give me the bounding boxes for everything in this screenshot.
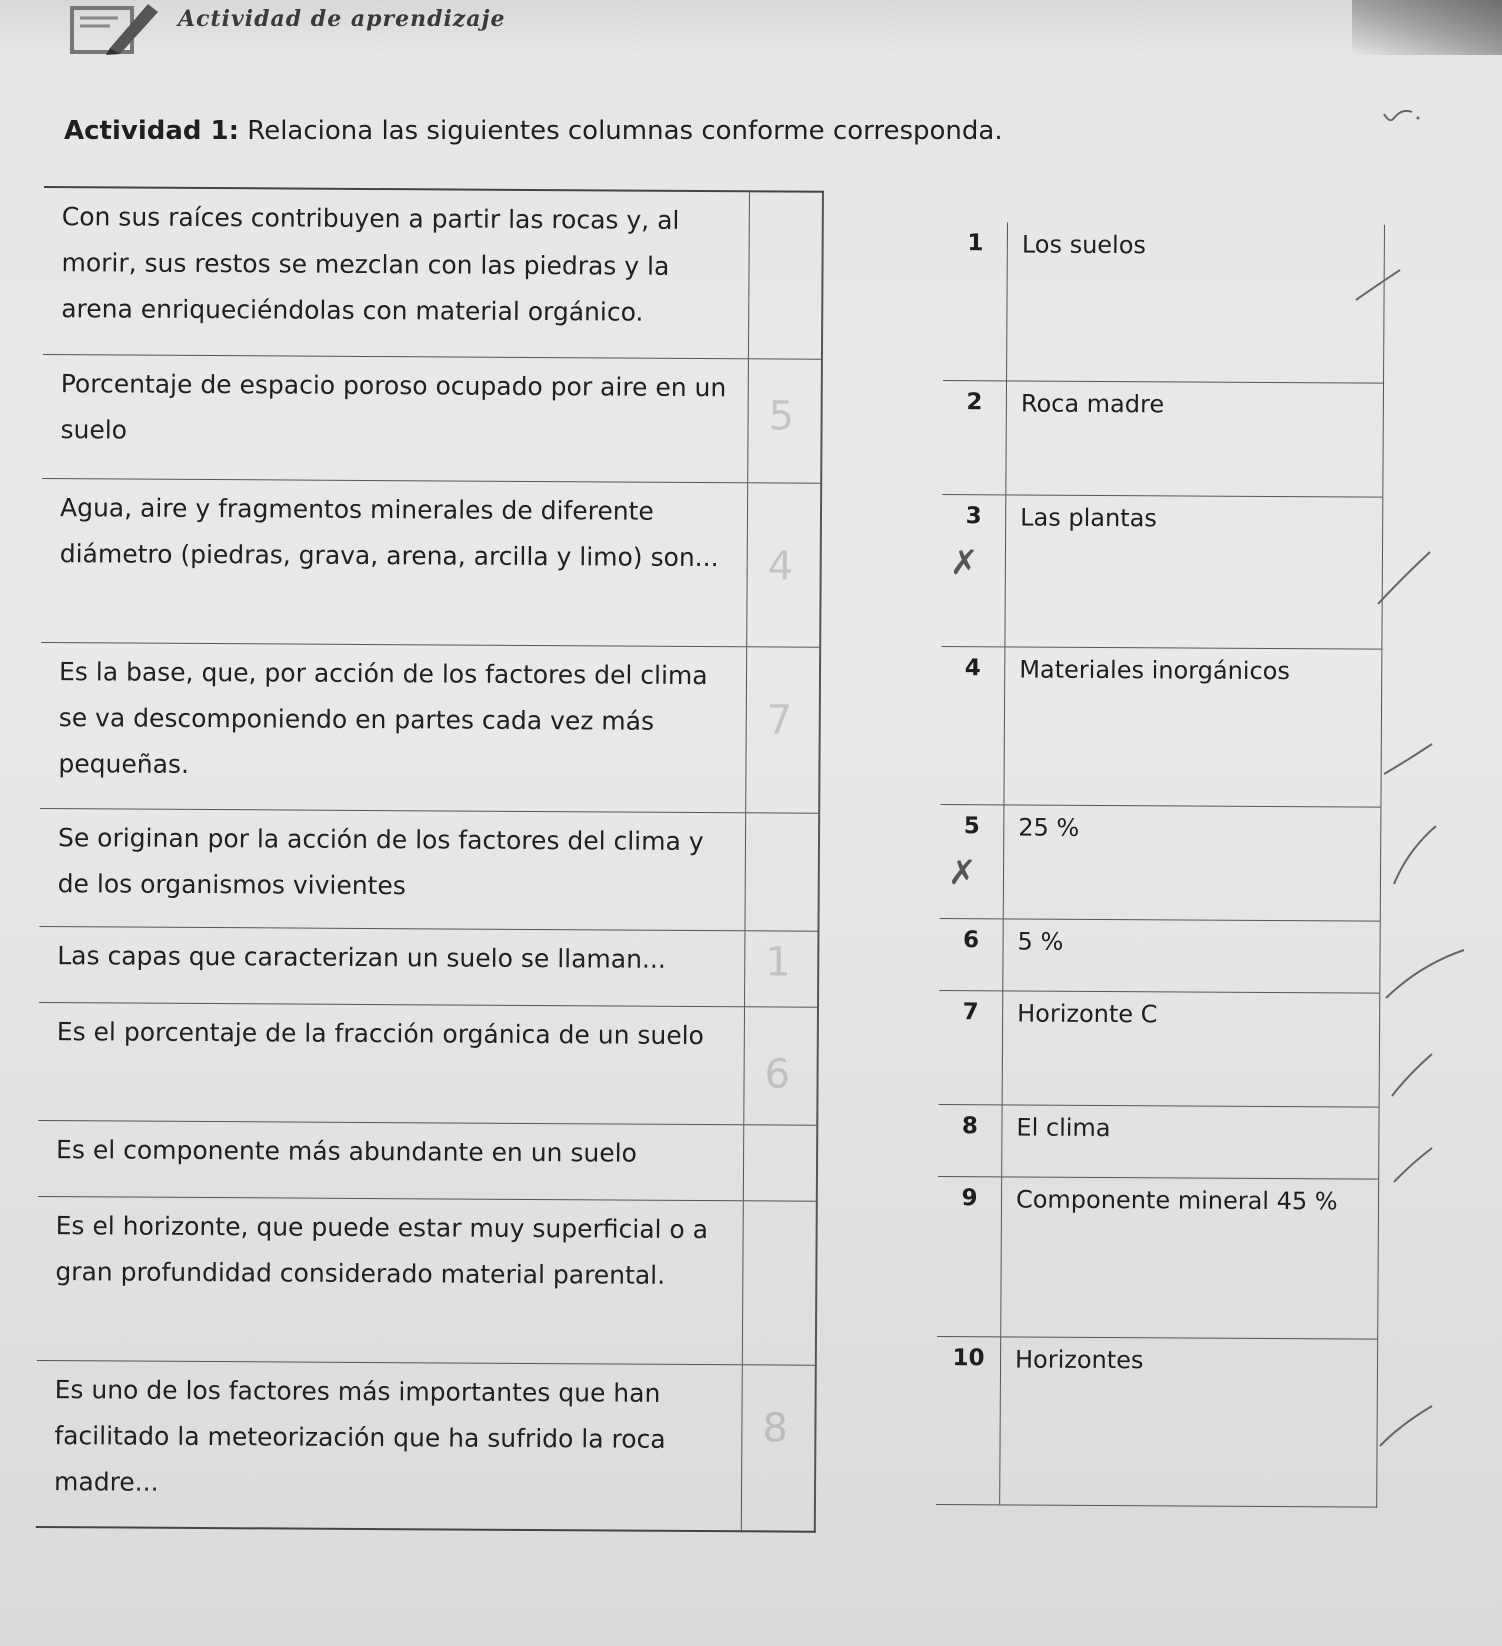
answer-cell[interactable]	[747, 483, 820, 646]
concept-number: 9	[937, 1177, 1002, 1336]
table-row	[38, 1120, 816, 1201]
check-mark-icon	[1384, 744, 1432, 774]
definition-text: Es el horizonte, que puede estar muy superficial o a gran profundidad considerado material parental.	[37, 1197, 744, 1364]
instruction-label: Actividad 1:	[64, 116, 240, 146]
check-mark-icon	[1392, 1054, 1432, 1096]
table-row	[936, 1336, 1377, 1507]
pencil-notebook-icon	[70, 0, 160, 55]
check-mark-icon	[1394, 826, 1436, 884]
concept-number: 2	[942, 381, 1007, 494]
table-row	[39, 926, 817, 1007]
definition-text: Con sus raíces contribuyen a partir las rocas y, al morir, sus restos se mezclan con las piedras y la arena enriqueciéndolas con material orgánico.	[43, 188, 750, 358]
table-row	[38, 1002, 817, 1125]
concept-label: Materiales inorgánicos	[1019, 655, 1290, 686]
table-row	[42, 354, 821, 483]
concepts-table	[936, 222, 1385, 1508]
answer-cell[interactable]	[745, 931, 817, 1006]
table-row	[938, 1104, 1378, 1179]
table-row	[40, 642, 819, 813]
check-mark-icon	[1394, 1148, 1432, 1182]
table-row	[939, 990, 1380, 1107]
concept-number: 10	[936, 1337, 1001, 1504]
answer-cell[interactable]	[744, 1125, 816, 1200]
answer-cell[interactable]	[743, 1201, 816, 1364]
pencil-answer: 7	[766, 697, 793, 744]
answer-cell[interactable]	[744, 1007, 817, 1124]
table-row	[943, 222, 1384, 383]
table-row	[941, 494, 1382, 649]
concept-number: 1	[943, 222, 1008, 380]
pencil-answer: 8	[762, 1405, 789, 1452]
instruction-body: Relaciona las siguientes columnas conforme corresponda.	[239, 116, 1003, 146]
pencil-answer: 5	[768, 393, 795, 440]
concept-label: El clima	[1016, 1113, 1111, 1143]
pencil-answer: 1	[765, 939, 791, 986]
definition-text: Es el porcentaje de la fracción orgánica de un suelo	[38, 1003, 745, 1124]
answer-cell[interactable]	[749, 192, 822, 358]
check-mark-icon	[1378, 552, 1430, 604]
answer-cell[interactable]	[748, 359, 821, 482]
table-row	[36, 1360, 815, 1531]
concept-number: 5 ✗	[940, 805, 1005, 918]
definition-text: Es uno de los factores más importantes que han facilitado la meteorización que ha sufrido la roca madre...	[36, 1361, 743, 1530]
check-mark-icon	[1380, 1406, 1432, 1446]
concept-label: Componente mineral 45 %	[1015, 1185, 1338, 1216]
table-row	[940, 804, 1381, 921]
definition-text: Las capas que caracterizan un suelo se llaman...	[39, 927, 745, 1006]
definition-text: Es el componente más abundante en un suelo	[38, 1121, 744, 1200]
pencil-answer: 4	[767, 543, 794, 590]
pencil-answer: 6	[764, 1051, 791, 1098]
concept-label: 25 %	[1018, 813, 1080, 842]
definition-text: Agua, aire y fragmentos minerales de diferente diámetro (piedras, grava, arena, arcilla y limo) son...	[41, 479, 748, 646]
answer-cell[interactable]	[746, 647, 819, 812]
table-row	[942, 380, 1383, 497]
table-row	[937, 1176, 1378, 1339]
check-mark-icon	[1382, 106, 1422, 130]
concept-label: Las plantas	[1020, 503, 1157, 533]
concept-number: 8	[938, 1105, 1002, 1176]
concept-label: Horizontes	[1014, 1345, 1144, 1375]
definition-text: Se originan por la acción de los factores del clima y de los organismos vivientes	[39, 809, 746, 930]
table-row	[43, 188, 822, 359]
table-row	[940, 646, 1381, 807]
x-mark-icon: ✗	[949, 543, 979, 584]
concept-number: 6	[939, 919, 1003, 990]
page-shadow	[1352, 0, 1502, 55]
x-mark-icon: ✗	[947, 853, 977, 894]
concept-number: 3 ✗	[941, 495, 1006, 646]
definition-text: Porcentaje de espacio poroso ocupado por aire en un suelo	[42, 355, 749, 482]
answer-cell[interactable]	[742, 1365, 815, 1530]
definition-text: Es la base, que, por acción de los factores del clima se va descomponiendo en partes cada vez más pequeñas.	[40, 643, 747, 812]
answer-cell[interactable]	[745, 813, 818, 930]
table-row	[39, 808, 818, 931]
concept-label: 5 %	[1017, 927, 1064, 956]
table-row	[939, 918, 1379, 993]
check-mark-icon	[1386, 950, 1464, 998]
instruction-text	[64, 116, 1003, 146]
definitions-table	[36, 186, 824, 1533]
table-row	[37, 1196, 816, 1365]
concept-number: 4	[940, 647, 1005, 804]
concept-label: Horizonte C	[1017, 999, 1158, 1029]
activity-header-title: Actividad de aprendizaje	[178, 6, 506, 32]
concept-number: 7	[939, 991, 1004, 1104]
concept-label: Los suelos	[1021, 230, 1147, 260]
table-row	[41, 478, 820, 647]
concept-label: Roca madre	[1020, 389, 1165, 419]
